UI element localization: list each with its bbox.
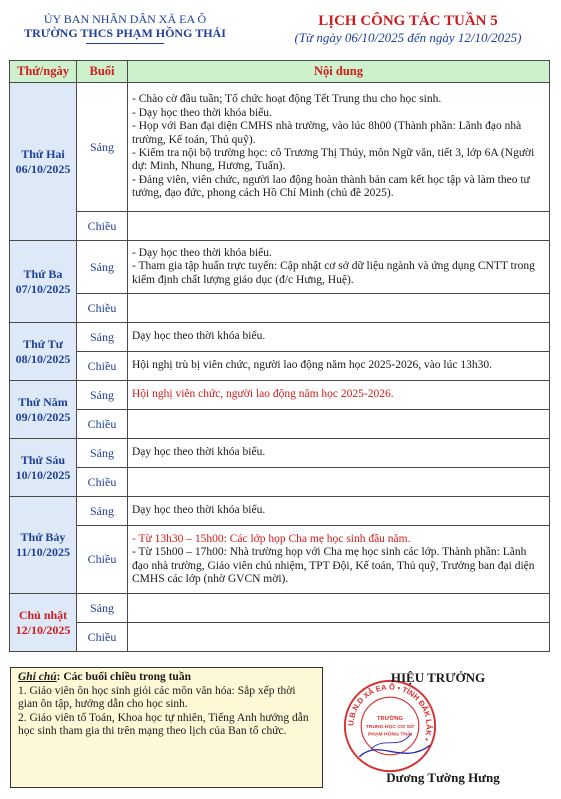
day-date: 11/10/2025 [15,545,70,559]
content-line: - Dạy học theo thời khóa biểu. [132,246,272,259]
content-cell [128,83,550,212]
content-line: - Đảng viên, viên chức, người lao động hoàn thành bản cam kết học tập và làm theo tư tưởng, đạo đức, phong cách Hồ Chí Minh (chủ đề 2025). [132,173,530,200]
content-line: - Chào cờ đầu tuần; Tổ chức hoạt động Tết Trung thu cho học sinh. [132,93,442,106]
day-cell [10,381,77,439]
table-row [10,323,550,352]
day-cell [10,323,77,381]
note-title-text: : Các buổi chiều trong tuần [56,671,191,683]
session-label: Chiều [77,294,128,323]
table-header-row [10,61,550,83]
content-cell [128,381,550,410]
session-label: Sáng [77,439,128,468]
table-row [10,526,550,594]
session-label: Chiều [77,526,128,594]
content-cell [128,352,550,381]
note-box [10,667,323,788]
session-label: Sáng [77,83,128,212]
content-line: - Từ 15h00 – 17h00: Nhà trường họp với Cha mẹ học sinh các lớp. Thành phần: Lãnh đạo nhà trường, Giáo viên chủ nhiệm, TPT Đội, Kế toán, Thủ quỹ, Trưởng ban đại diện CMHS các lớp (nhờ GVCN mời). [132,546,535,585]
day-name: Thứ Tư [23,336,63,351]
table-row [10,294,550,323]
col-header-day: Thứ/ngày [10,61,77,83]
content-line: Dạy học theo thời khóa biểu. [132,504,266,517]
content-cell [128,410,550,439]
session-label: Sáng [77,497,128,526]
table-row [10,497,550,526]
session-label: Chiều [77,212,128,241]
school-name: TRƯỜNG THCS PHẠM HỒNG THÁI [24,26,226,40]
day-date: 10/10/2025 [15,467,71,482]
content-cell [128,323,550,352]
note-title [18,671,315,685]
content-line: - Từ 13h30 – 15h00: Các lớp họp Cha mẹ học sinh đầu năm. [132,532,411,545]
schedule-table [9,60,550,652]
svg-text:TRƯỜNG: TRƯỜNG [377,716,403,723]
day-name: Thứ Năm [18,394,68,409]
table-row [10,352,550,381]
svg-text:TRUNG HỌC CƠ SỞ: TRUNG HỌC CƠ SỞ [365,723,415,730]
day-name: Thứ Sáu [20,452,66,467]
content-cell [128,526,550,594]
content-line: Dạy học theo thời khóa biểu. [132,330,266,343]
session-label: Sáng [77,381,128,410]
session-label: Chiều [77,623,128,652]
title-block [255,12,561,46]
content-cell [128,294,550,323]
content-cell [128,468,550,497]
content-line: - Tham gia tập huấn trực tuyến: Cập nhật cơ sở dữ liệu ngành và ứng dụng CNTT trong kiểm định chất lượng giáo dục (đ/c Hưng, Huệ). [132,260,535,286]
principal-title: HIỆU TRƯỞNG [390,670,486,685]
table-row [10,241,550,294]
col-header-session: Buổi [77,61,128,83]
table-row [10,83,550,212]
school-stamp [342,678,438,774]
content-cell [128,212,550,241]
note-item: 2. Giáo viên tổ Toán, Khoa học tự nhiên, Tiếng Anh hướng dẫn học sinh tham gia thi trên mạng theo lịch của Ban tổ chức. [18,711,309,737]
content-cell [128,497,550,526]
content-line: - Dạy học theo thời khóa biểu. [132,106,272,119]
header-underline [86,43,164,44]
day-name: Thứ Hai [21,146,65,161]
content-cell [128,241,550,294]
table-row [10,594,550,623]
session-label: Sáng [77,594,128,623]
content-cell [128,439,550,468]
day-cell [10,439,77,497]
content-line: Hội nghị viên chức, người lao động năm học 2025-2026. [132,388,394,401]
org-name: ỦY BAN NHÂN DÂN XÃ EA Ô [43,12,207,26]
content-line: - Kiểm tra nội bộ trường học: cô Trương Thị Thúy, môn Ngữ văn, tiết 3, lớp 6A (Người dự: Minh, Nhung, Hương, Tuấn). [132,147,535,173]
day-date: 06/10/2025 [15,161,71,176]
day-name: Thứ Bảy [20,530,66,544]
table-row [10,439,550,468]
day-date: 09/10/2025 [15,409,71,424]
session-label: Sáng [77,241,128,294]
day-cell [10,594,77,652]
content-line: Hội nghị trù bị viên chức, người lao động năm học 2025-2026, vào lúc 13h30. [132,359,492,372]
principal-name: Dương Tường Hưng [386,770,500,785]
day-name: Thứ Ba [23,266,63,281]
org-header [0,12,250,44]
svg-text:PHẠM HỒNG THÁI: PHẠM HỒNG THÁI [367,731,413,738]
col-header-content: Nội dung [128,61,550,83]
svg-text:U.B.N.D XÃ EA Ô • TỈNH ĐẮK LẮK: U.B.N.D XÃ EA Ô • TỈNH ĐẮK LẮK • [346,682,434,743]
page-title: LỊCH CÔNG TÁC TUẦN 5 [318,13,498,29]
day-date: 07/10/2025 [15,281,71,296]
schedule-body [10,83,550,652]
note-label: Ghi chú [18,671,57,683]
content-cell [128,623,550,652]
table-row [10,410,550,439]
content-cell [128,594,550,623]
session-label: Chiều [77,410,128,439]
content-line: - Họp với Ban đại diện CMHS nhà trường, vào lúc 8h00 (Thành phần: Lãnh đạo nhà trường, Kế toán, Thủ quỹ). [132,120,522,146]
table-row [10,468,550,497]
table-row [10,381,550,410]
day-cell [10,241,77,323]
day-name: Chủ nhật [18,607,68,622]
page-subtitle: (Từ ngày 06/10/2025 đến ngày 12/10/2025) [294,30,522,45]
day-date: 12/10/2025 [15,622,71,637]
table-row [10,212,550,241]
table-row [10,623,550,652]
session-label: Chiều [77,352,128,381]
day-date: 08/10/2025 [15,351,71,366]
session-label: Sáng [77,323,128,352]
session-label: Chiều [77,468,128,497]
day-cell [10,497,77,594]
note-item: 1. Giáo viên ôn học sinh giỏi các môn văn hóa: Sắp xếp thời gian ôn tập, hướng dẫn cho học sinh. [18,684,296,710]
day-cell [10,83,77,241]
content-line: Dạy học theo thời khóa biểu. [132,446,266,459]
